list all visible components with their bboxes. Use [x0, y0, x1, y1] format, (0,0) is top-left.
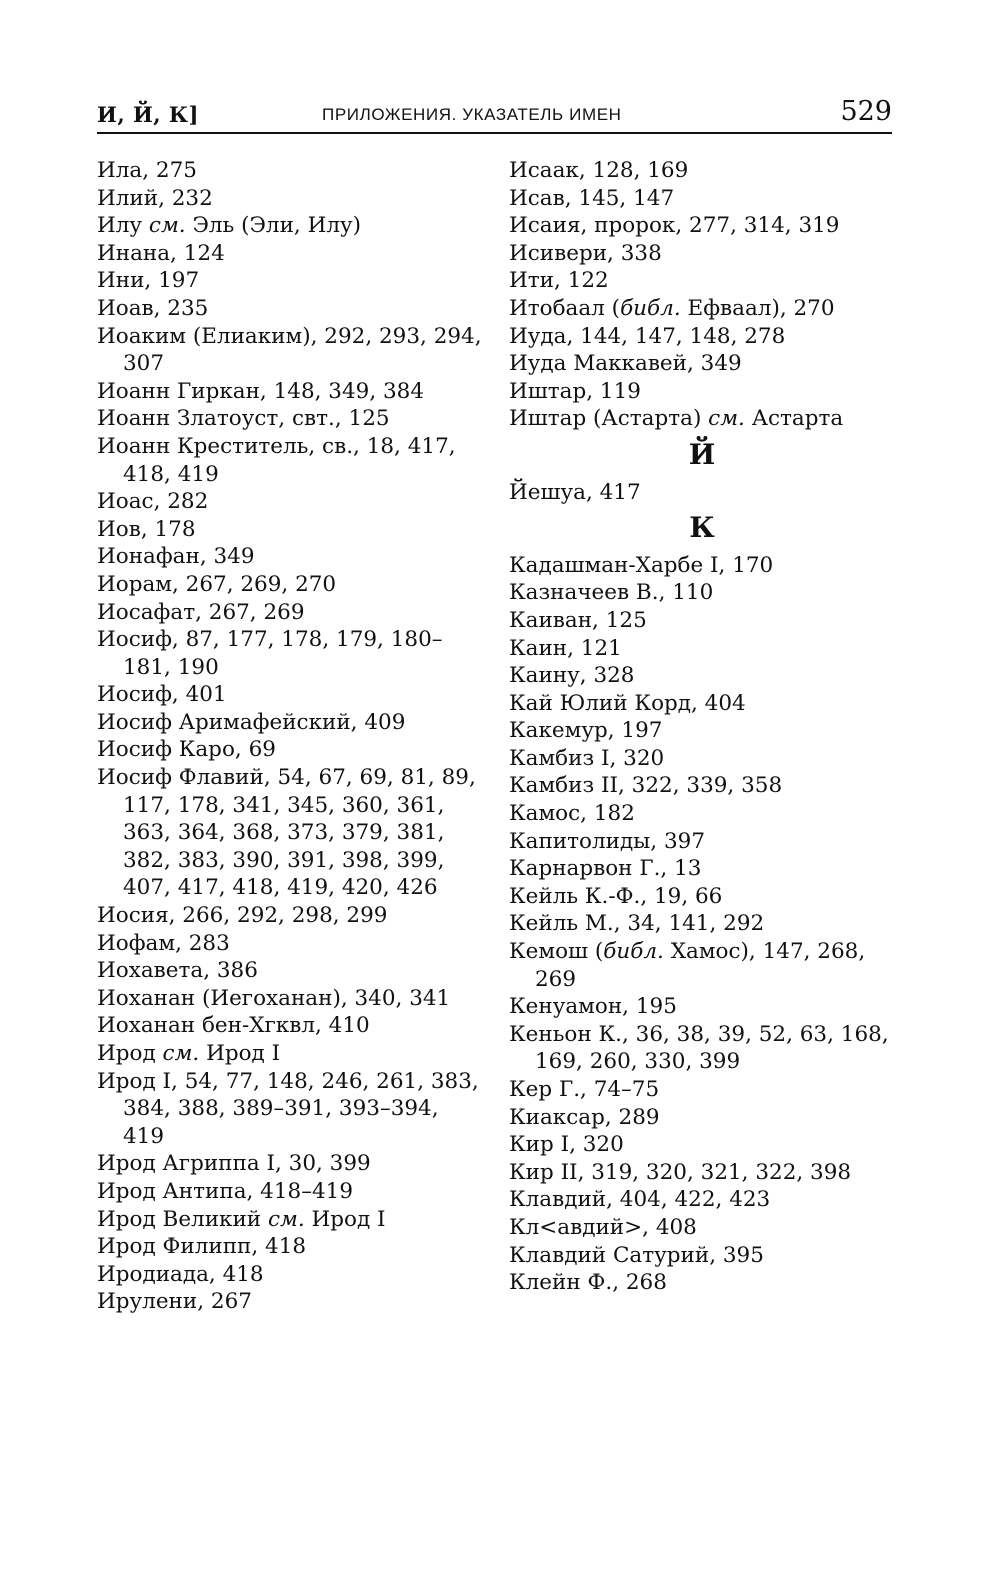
- entry-pages: , 404: [691, 690, 746, 716]
- entry-cross-reference: см.: [148, 213, 186, 239]
- index-entry: [97, 1288, 482, 1316]
- index-entry: [509, 607, 901, 635]
- entry-name: Киаксар: [509, 1104, 605, 1130]
- index-entry: [509, 579, 901, 607]
- entry-pages: , 282: [153, 489, 209, 515]
- index-column-left: [97, 157, 482, 1316]
- entry-cross-reference: см.: [267, 1206, 305, 1232]
- entry-pages: , 283: [175, 930, 230, 956]
- entry-cross-reference: библ.: [603, 939, 664, 965]
- entry-name: Йешуа: [509, 479, 586, 505]
- entry-name: Иосиф: [97, 627, 172, 653]
- entry-name: Ирод: [97, 1041, 163, 1066]
- header-title: ПРИЛОЖЕНИЯ. УКАЗАТЕЛЬ ИМЕН: [322, 105, 622, 124]
- entry-name: Кемош (: [509, 939, 604, 965]
- entry-name: Капитолиды: [509, 828, 651, 854]
- entry-name: Кенуамон: [509, 994, 623, 1020]
- index-entry: [97, 709, 482, 737]
- index-entry: [509, 1214, 901, 1242]
- index-entry: [97, 323, 482, 378]
- entry-name: Иуда: [509, 323, 567, 349]
- index-entry: [509, 855, 901, 883]
- entry-pages: , 124: [170, 240, 225, 266]
- entry-name: Иоханан бен-Хгквл: [97, 1013, 315, 1039]
- entry-pages: , 54, 67, 69, 81, 89, 117, 178, 341, 345, 360, 361, 363, 364, 368, 373, 379, 381, 382, 383, 390, 391, 398, 399, 407, 417, 418, 419, 420, 426: [123, 765, 476, 901]
- index-entry: [509, 350, 901, 378]
- entry-pages: , 195: [622, 994, 677, 1020]
- entry-name: Иоанн Гиркан: [97, 378, 260, 404]
- index-entry: [97, 902, 482, 930]
- entry-pages: , 121: [567, 635, 622, 661]
- index-entry: [509, 993, 901, 1021]
- entry-name: Камбиз II: [509, 773, 619, 799]
- entry-pages: , 36, 38, 39, 52, 63, 168, 169, 260, 330, 399: [535, 1021, 889, 1075]
- index-entry: [509, 745, 901, 773]
- index-entry: [509, 1104, 901, 1132]
- index-entry: [97, 1150, 482, 1178]
- entry-pages: , 404, 422, 423: [606, 1187, 771, 1213]
- entry-name: Камос: [509, 801, 581, 827]
- entry-name: Клейн Ф.: [509, 1270, 613, 1296]
- entry-name: Иофам: [97, 930, 176, 956]
- entry-pages: , 30, 399: [274, 1151, 371, 1177]
- entry-pages: , 386: [203, 958, 258, 984]
- index-entry: [97, 488, 482, 516]
- index-entry: [97, 681, 482, 709]
- entry-pages: , 110: [658, 580, 714, 606]
- entry-name: Иоханан (Иегоханан): [97, 985, 341, 1011]
- index-entry: [509, 1076, 901, 1104]
- entry-name: Клавдий Сатурий: [509, 1242, 710, 1268]
- index-entry: [97, 736, 482, 764]
- entry-pages: , 320: [569, 1132, 624, 1158]
- entry-pages: , 144, 147, 148, 278: [566, 323, 786, 349]
- entry-name: Клавдий: [509, 1187, 607, 1213]
- index-entry: [97, 405, 482, 433]
- entry-name: Иоаким (Елиаким): [97, 323, 311, 349]
- index-group-i-continued: [509, 157, 901, 433]
- page-number: 529: [840, 96, 892, 127]
- index-entry: [509, 828, 901, 856]
- index-entry: [509, 157, 901, 185]
- entry-name: Иоав: [97, 295, 154, 321]
- index-entry: [97, 543, 482, 571]
- entry-pages: , 74–75: [580, 1077, 660, 1102]
- entry-pages: , 268: [612, 1270, 667, 1296]
- entry-name: Ини: [97, 268, 145, 294]
- entry-name: Илу: [97, 213, 149, 239]
- index-entry: [509, 1242, 901, 1270]
- section-letter-y: Й: [688, 437, 716, 471]
- entry-pages: , 277, 314, 319: [675, 213, 840, 239]
- entry-name: Исав: [509, 185, 565, 211]
- index-entry: [509, 405, 901, 433]
- entry-pages: , 292, 293, 294, 307: [123, 323, 482, 377]
- entry-pages: , 69: [234, 737, 276, 763]
- index-entry: [97, 267, 482, 295]
- entry-name: Кай Юлий Корд: [509, 690, 692, 716]
- entry-name: Иосиф Флавий: [97, 765, 264, 791]
- index-entry: [509, 1159, 901, 1187]
- index-entry: [97, 1261, 482, 1289]
- index-entry: [509, 323, 901, 351]
- entry-pages: , 328: [579, 663, 635, 689]
- entry-pages: , 128, 169: [578, 158, 689, 183]
- entry-name: Кир II: [509, 1159, 578, 1185]
- index-entry: [509, 267, 901, 295]
- entry-name: Карнарвон Г.: [509, 856, 661, 882]
- entry-pages: , 267, 269: [195, 599, 305, 625]
- entry-name: Иорам: [97, 571, 172, 597]
- entry-pages: , 267, 269, 270: [172, 571, 337, 597]
- entry-name: Иосия: [97, 903, 169, 929]
- index-entry: [509, 662, 901, 690]
- entry-name: Ирод Антипа: [97, 1178, 247, 1204]
- index-entry: [97, 985, 482, 1013]
- section-letter-k: К: [689, 511, 715, 545]
- index-entry: [509, 212, 901, 240]
- entry-pages: , 182: [580, 801, 635, 827]
- index-entry: [509, 240, 901, 268]
- entry-pages: , 122: [553, 268, 609, 294]
- entry-name: Каиван: [509, 607, 593, 633]
- entry-name: Кл<авдий>: [509, 1214, 643, 1240]
- entry-name: Каин: [509, 635, 568, 661]
- index-entry: [97, 1233, 482, 1261]
- header-letter-range: И, Й, К]: [97, 102, 199, 127]
- index-entry: [97, 1012, 482, 1040]
- index-entry: [97, 764, 482, 902]
- index-entry: [509, 295, 901, 323]
- entry-pages: Ефваал), 270: [680, 295, 835, 321]
- entry-pages: Астарта: [744, 406, 844, 432]
- index-entry: [97, 240, 482, 268]
- index-entry: [509, 378, 901, 406]
- entry-pages: , 148, 349, 384: [259, 378, 425, 404]
- entry-name: Казначеев В.: [509, 580, 659, 606]
- index-entry: [509, 690, 901, 718]
- entry-pages: , 289: [604, 1104, 660, 1130]
- index-entry: [97, 433, 482, 488]
- index-group-k: [509, 552, 901, 1297]
- entry-pages: Ирод I: [199, 1041, 281, 1066]
- entry-name: Исаак: [509, 158, 579, 183]
- entry-pages: , 232: [158, 185, 213, 211]
- entry-name: Иоас: [97, 489, 154, 515]
- entry-pages: , 125: [334, 406, 390, 432]
- index-entry: [97, 957, 482, 985]
- entry-name: Ирод Великий: [97, 1206, 268, 1232]
- entry-pages: , 401: [171, 682, 227, 708]
- index-column-right: [509, 157, 901, 1297]
- entry-pages: , 417: [585, 479, 641, 505]
- entry-pages: , 340, 341: [340, 985, 451, 1011]
- entry-pages: , 267: [197, 1289, 252, 1315]
- running-header: [97, 96, 892, 134]
- entry-cross-reference: библ.: [620, 295, 681, 321]
- entry-name: Кадашман-Харбе I: [509, 552, 719, 578]
- entry-name: Ирод Филипп: [97, 1234, 252, 1260]
- entry-pages: , 19, 66: [640, 883, 723, 909]
- index-entry: [97, 930, 482, 958]
- entry-name: Ирулени: [97, 1289, 198, 1315]
- entry-name: Иштар (Астарта): [509, 406, 709, 432]
- entry-name: Кейль К.-Ф.: [509, 883, 641, 909]
- entry-name: Иуда Маккавей: [509, 351, 687, 377]
- entry-name: Иштар: [509, 378, 587, 404]
- entry-pages: , 397: [650, 828, 706, 854]
- entry-name: Иродиада: [97, 1261, 209, 1287]
- index-entry: [509, 772, 901, 800]
- entry-name: Камбиз I: [509, 745, 610, 771]
- entry-name: Инана: [97, 240, 171, 266]
- index-entry: [509, 1186, 901, 1214]
- entry-pages: Хамос), 147, 268, 269: [535, 939, 866, 992]
- entry-name: Ионафан: [97, 544, 200, 570]
- entry-pages: , 125: [592, 607, 647, 633]
- index-entry: [509, 717, 901, 745]
- index-entry: [97, 599, 482, 627]
- entry-pages: , 197: [144, 268, 200, 294]
- entry-pages: , 418: [251, 1234, 307, 1260]
- index-entry: [97, 1178, 482, 1206]
- entry-pages: , 197: [607, 718, 663, 744]
- entry-name: Кир I: [509, 1132, 570, 1158]
- entry-pages: Эль (Эли, Илу): [185, 213, 362, 239]
- entry-pages: , 418: [208, 1261, 264, 1287]
- entry-pages: , 349: [686, 351, 742, 377]
- index-entry: [97, 1040, 482, 1068]
- entry-pages: , 235: [153, 295, 209, 321]
- entry-pages: , 119: [586, 378, 641, 404]
- entry-pages: , 178: [140, 516, 196, 542]
- entry-pages: , 395: [709, 1242, 764, 1268]
- entry-pages: , 338: [607, 240, 662, 266]
- index-entry: [97, 295, 482, 323]
- entry-cross-reference: см.: [708, 406, 745, 432]
- entry-pages: , 87, 177, 178, 179, 180–181, 190: [123, 627, 443, 680]
- entry-name: Исивери: [509, 240, 608, 266]
- entry-name: Ити: [509, 268, 554, 294]
- index-entry: [509, 479, 901, 507]
- entry-name: Итобаал (: [509, 295, 621, 321]
- index-entry: [509, 910, 901, 938]
- entry-name: Ила: [97, 158, 143, 183]
- entry-name: Кеньон К.: [509, 1021, 622, 1047]
- index-entry: [97, 1068, 482, 1151]
- index-entry: [509, 1269, 901, 1297]
- entry-pages: , 34, 141, 292: [613, 911, 765, 937]
- entry-name: Илий: [97, 185, 159, 211]
- entry-name: Исаия, пророк: [509, 213, 676, 239]
- entry-name: Каину: [509, 663, 580, 689]
- entry-pages: , 408: [642, 1214, 697, 1240]
- entry-name: Иосиф: [97, 682, 172, 708]
- entry-pages: , 322, 339, 358: [618, 773, 783, 799]
- entry-name: Иосафат: [97, 599, 196, 625]
- entry-name: Иов: [97, 516, 141, 542]
- index-entry: [509, 635, 901, 663]
- index-entry: [97, 212, 482, 240]
- entry-pages: , 410: [314, 1013, 370, 1039]
- entry-pages: , 349: [199, 544, 255, 570]
- entry-pages: , 54, 77, 148, 246, 261, 383, 384, 388, 389–391, 393–394, 419: [123, 1068, 479, 1149]
- index-entry: [97, 571, 482, 599]
- entry-name: Кер Г.: [509, 1077, 581, 1102]
- index-entry: [509, 800, 901, 828]
- index-entry: [509, 185, 901, 213]
- entry-name: Какемур: [509, 718, 608, 744]
- entry-pages: , 275: [142, 158, 197, 183]
- entry-pages: , 320: [609, 745, 665, 771]
- entry-pages: Ирод I: [304, 1206, 386, 1232]
- index-group-y: [509, 479, 901, 507]
- entry-pages: , 266, 292, 298, 299: [168, 903, 388, 929]
- index-entry: [509, 552, 901, 580]
- index-entry: [509, 1131, 901, 1159]
- entry-name: Иосиф Аримафейский: [97, 709, 351, 735]
- entry-pages: , 409: [350, 709, 406, 735]
- index-entry: [97, 626, 482, 681]
- entry-name: Иохавета: [97, 958, 204, 984]
- entry-name: Иосиф Каро: [97, 737, 235, 763]
- index-entry: [509, 883, 901, 911]
- entry-pages: , 170: [718, 552, 774, 578]
- index-entry: [509, 1021, 901, 1076]
- entry-name: Кейль М.: [509, 911, 614, 937]
- index-entry: [509, 938, 901, 993]
- entry-name: Иоанн Креститель, св.: [97, 433, 354, 459]
- index-entry: [97, 185, 482, 213]
- entry-name: Ирод Агриппа I: [97, 1151, 275, 1177]
- entry-cross-reference: см.: [162, 1041, 200, 1066]
- entry-pages: , 145, 147: [564, 185, 675, 211]
- entry-name: Иоанн Златоуст, свт.: [97, 406, 335, 432]
- entry-pages: , 418–419: [246, 1178, 354, 1204]
- entry-pages: , 319, 320, 321, 322, 398: [577, 1159, 852, 1185]
- index-entry: [97, 516, 482, 544]
- entry-pages: , 13: [660, 856, 702, 882]
- entry-name: Ирод I: [97, 1068, 172, 1094]
- index-entry: [97, 157, 482, 185]
- index-entry: [97, 1206, 482, 1234]
- index-entry: [97, 378, 482, 406]
- entry-pages: , 18, 417, 418, 419: [123, 433, 456, 487]
